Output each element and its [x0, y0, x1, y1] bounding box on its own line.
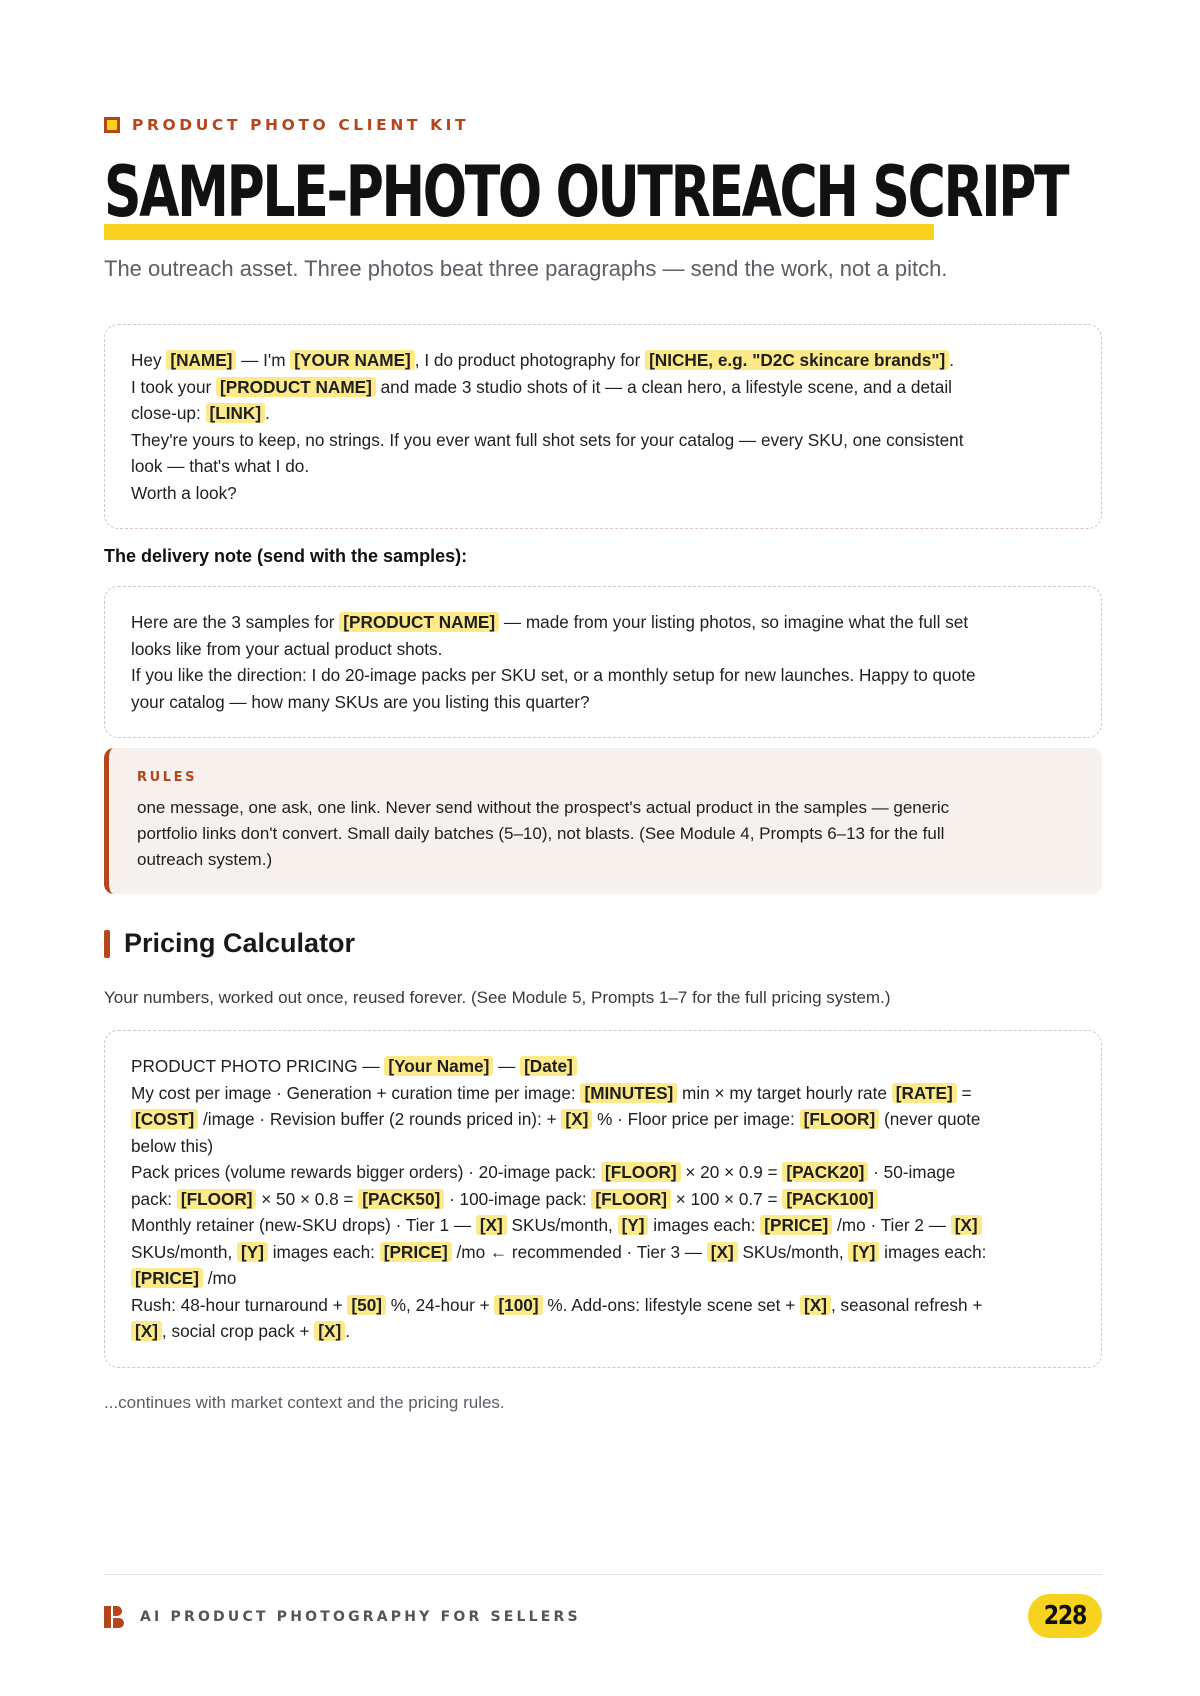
- title-block: [104, 149, 1200, 233]
- page-subtitle: The outreach asset. Three photos beat three paragraphs — send the work, not a pitch.: [104, 256, 948, 281]
- footer: [104, 1606, 581, 1628]
- pricing-line: [131, 1159, 1075, 1186]
- text: %, 24-hour +: [386, 1294, 495, 1315]
- text: , seasonal refresh +: [830, 1294, 983, 1315]
- placeholder: [LINK]: [206, 403, 266, 423]
- text: × 100 × 0.7 =: [670, 1188, 783, 1209]
- continues-note: ...continues with market context and the pricing rules.: [104, 1393, 505, 1412]
- placeholder: [X]: [707, 1242, 738, 1262]
- outreach-script-box: [104, 324, 1102, 529]
- script-line: look — that's what I do.: [131, 456, 310, 476]
- placeholder: [PACK50]: [358, 1189, 444, 1209]
- rules-line: outreach system.): [137, 850, 273, 869]
- text: min × my target hourly rate: [677, 1082, 892, 1103]
- placeholder: [MINUTES]: [580, 1083, 677, 1103]
- placeholder: [FLOOR]: [601, 1162, 681, 1182]
- placeholder: [PRODUCT NAME]: [339, 612, 499, 632]
- pricing-line: [131, 1239, 1075, 1266]
- placeholder: [PRODUCT NAME]: [216, 377, 376, 397]
- text: .: [345, 1321, 350, 1341]
- placeholder: [YOUR NAME]: [290, 350, 415, 370]
- text: SKUs/month,: [506, 1215, 618, 1235]
- placeholder: [Y]: [848, 1242, 879, 1262]
- kicker-text: PRODUCT PHOTO CLIENT KIT: [132, 116, 470, 134]
- text: /image · Revision buffer (2 rounds priced in): +: [198, 1109, 562, 1129]
- text: , I do product photography for: [414, 350, 646, 370]
- script-line: Worth a look?: [131, 482, 237, 503]
- page-number-badge: [1028, 1594, 1102, 1638]
- script-line: They're yours to keep, no strings. If you ever want full shot sets for your catalog — every SKU, one consistent: [131, 429, 964, 450]
- placeholder: [PRICE]: [131, 1268, 203, 1288]
- heading-accent-bar: [104, 930, 110, 958]
- script-line: [131, 374, 1075, 401]
- pricing-line: [131, 1080, 1075, 1107]
- text: I took your: [131, 376, 217, 397]
- placeholder: [50]: [347, 1295, 386, 1315]
- placeholder: [PRICE]: [380, 1242, 452, 1262]
- text: pack:: [131, 1188, 177, 1209]
- script-line: looks like from your actual product shots.: [131, 638, 443, 659]
- placeholder: [Y]: [237, 1242, 268, 1262]
- pricing-line: [131, 1133, 1075, 1160]
- pricing-line: [131, 1106, 1075, 1133]
- text: — made from your listing photos, so imagine what the full set: [499, 612, 969, 632]
- text: SKUs/month,: [131, 1241, 238, 1262]
- text: images each:: [648, 1215, 761, 1235]
- placeholder: [100]: [494, 1295, 542, 1315]
- pricing-template-box: [104, 1030, 1102, 1368]
- script-line: If you like the direction: I do 20-image packs per SKU set, or a monthly setup for new launches. Happy to quote: [131, 665, 976, 685]
- placeholder: [X]: [131, 1321, 162, 1341]
- placeholder: [X]: [561, 1109, 592, 1129]
- text: Monthly retainer (new-SKU drops) · Tier 1 —: [131, 1215, 476, 1235]
- text: · 50-image: [868, 1162, 956, 1182]
- text: — I'm: [236, 350, 291, 370]
- placeholder: [NICHE, e.g. "D2C skincare brands"]: [645, 350, 949, 370]
- text: .: [265, 403, 270, 423]
- pricing-intro: Your numbers, worked out once, reused forever. (See Module 5, Prompts 1–7 for the full pricing system.): [104, 988, 891, 1007]
- placeholder: [RATE]: [892, 1083, 957, 1103]
- footer-divider: [104, 1574, 1102, 1575]
- pricing-line: [131, 1265, 1075, 1292]
- rules-callout: [104, 748, 1102, 894]
- text: below this): [131, 1135, 214, 1156]
- footer-book-title: AI PRODUCT PHOTOGRAPHY FOR SELLERS: [140, 1609, 581, 1625]
- text: % · Floor price per image:: [592, 1109, 800, 1129]
- placeholder: [FLOOR]: [177, 1189, 257, 1209]
- pricing-heading: [104, 928, 355, 959]
- pricing-line: [131, 1186, 1075, 1213]
- rules-label: RULES: [137, 770, 198, 785]
- script-line: [131, 347, 1075, 374]
- placeholder: [PRICE]: [760, 1215, 832, 1235]
- text: · 100-image pack:: [444, 1188, 592, 1209]
- script-line: [131, 609, 1075, 636]
- text: Hey: [131, 350, 167, 370]
- text: images each:: [267, 1241, 380, 1262]
- square-icon: [104, 117, 120, 133]
- placeholder: [X]: [800, 1295, 831, 1315]
- page-number: 228: [1043, 1601, 1087, 1631]
- text: PRODUCT PHOTO PRICING —: [131, 1056, 385, 1076]
- text: .: [949, 350, 955, 370]
- text: , social crop pack +: [161, 1321, 315, 1341]
- text: /mo: [202, 1268, 237, 1288]
- text: close-up:: [131, 403, 206, 423]
- delivery-note-label: The delivery note (send with the samples):: [104, 546, 468, 566]
- text: (never quote: [879, 1109, 981, 1129]
- rules-line: portfolio links don't convert. Small daily batches (5–10), not blasts. (See Module 4, Prompts 6–13 for the full: [137, 824, 945, 843]
- pricing-line: [131, 1212, 1075, 1239]
- rules-text: [137, 795, 1074, 873]
- placeholder: [FLOOR]: [591, 1189, 671, 1209]
- placeholder: [PACK20]: [782, 1162, 868, 1182]
- text: × 20 × 0.9 =: [680, 1162, 783, 1182]
- text: My cost per image · Generation + curation time per image:: [131, 1082, 581, 1103]
- placeholder: [Date]: [520, 1056, 577, 1076]
- script-line: [131, 400, 1075, 427]
- placeholder: [Your Name]: [384, 1056, 493, 1076]
- kicker: [104, 116, 469, 134]
- text: Pack prices (volume rewards bigger orders) · 20-image pack:: [131, 1162, 601, 1182]
- delivery-note-box: [104, 586, 1102, 738]
- text: %. Add-ons: lifestyle scene set +: [542, 1294, 801, 1315]
- placeholder: [NAME]: [166, 350, 236, 370]
- text: =: [956, 1082, 972, 1103]
- rules-line: one message, one ask, one link. Never send without the prospect's actual product in the samples — generic: [137, 798, 950, 817]
- placeholder: [X]: [951, 1215, 982, 1235]
- text: SKUs/month,: [737, 1241, 849, 1262]
- pricing-line: [131, 1053, 1075, 1080]
- book-logo-icon: [104, 1606, 124, 1628]
- text: images each:: [879, 1241, 987, 1262]
- text: /mo ← recommended · Tier 3 —: [451, 1241, 707, 1262]
- pricing-line: [131, 1292, 1075, 1319]
- placeholder: [X]: [314, 1321, 345, 1341]
- script-line: your catalog — how many SKUs are you listing this quarter?: [131, 691, 590, 712]
- text: × 50 × 0.8 =: [256, 1188, 359, 1209]
- text: and made 3 studio shots of it — a clean hero, a lifestyle scene, and a detail: [375, 376, 952, 397]
- placeholder: [COST]: [131, 1109, 198, 1129]
- text: Rush: 48-hour turnaround +: [131, 1294, 348, 1315]
- placeholder: [X]: [476, 1215, 507, 1235]
- text: /mo · Tier 2 —: [832, 1215, 951, 1235]
- pricing-line: [131, 1318, 1075, 1345]
- placeholder: [PACK100]: [782, 1189, 878, 1209]
- text: Here are the 3 samples for: [131, 612, 340, 632]
- pricing-heading-text: Pricing Calculator: [124, 928, 356, 958]
- text: —: [493, 1056, 521, 1076]
- placeholder: [FLOOR]: [800, 1109, 880, 1129]
- placeholder: [Y]: [618, 1215, 649, 1235]
- page-title: SAMPLE-PHOTO OUTREACH SCRIPT: [104, 149, 1068, 233]
